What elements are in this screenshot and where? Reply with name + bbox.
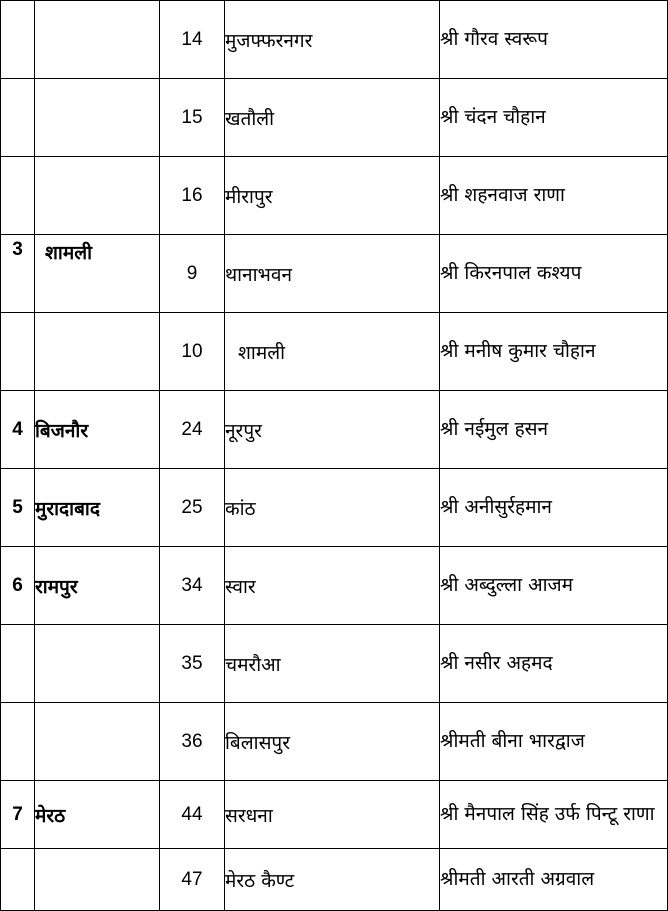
district-name: शामली bbox=[35, 235, 160, 313]
candidate-name: श्री मैनपाल सिंह उर्फ पिन्टू राणा bbox=[440, 781, 668, 849]
candidate-name: श्रीमती आरती अग्रवाल bbox=[440, 849, 668, 911]
district-name: मेरठ bbox=[35, 781, 160, 849]
candidate-name: श्री अब्दुल्ला आजम bbox=[440, 547, 668, 625]
serial-number bbox=[1, 703, 35, 781]
constituency-number: 9 bbox=[160, 235, 225, 313]
candidate-name: श्री शहनवाज राणा bbox=[440, 157, 668, 235]
district-name bbox=[35, 625, 160, 703]
constituency-number: 25 bbox=[160, 469, 225, 547]
constituency-name: मुजफ्फरनगर bbox=[225, 1, 440, 79]
serial-number bbox=[1, 1, 35, 79]
district-name bbox=[35, 1, 160, 79]
serial-number bbox=[1, 157, 35, 235]
table-row bbox=[1, 547, 668, 625]
constituency-number: 35 bbox=[160, 625, 225, 703]
constituency-number: 34 bbox=[160, 547, 225, 625]
district-name bbox=[35, 79, 160, 157]
constituency-number: 47 bbox=[160, 849, 225, 911]
constituency-number: 10 bbox=[160, 313, 225, 391]
serial-number bbox=[1, 849, 35, 911]
constituency-name: बिलासपुर bbox=[225, 703, 440, 781]
table-row bbox=[1, 79, 668, 157]
candidate-name: श्री नईमुल हसन bbox=[440, 391, 668, 469]
candidate-name: श्री मनीष कुमार चौहान bbox=[440, 313, 668, 391]
constituency-name: सरधना bbox=[225, 781, 440, 849]
constituency-number: 44 bbox=[160, 781, 225, 849]
constituency-name: नूरपुर bbox=[225, 391, 440, 469]
constituency-number: 14 bbox=[160, 1, 225, 79]
district-name bbox=[35, 703, 160, 781]
constituency-name: शामली bbox=[225, 313, 440, 391]
district-name bbox=[35, 313, 160, 391]
constituency-name: कांठ bbox=[225, 469, 440, 547]
table-row bbox=[1, 469, 668, 547]
district-name: रामपुर bbox=[35, 547, 160, 625]
table-row bbox=[1, 849, 668, 911]
table-row bbox=[1, 313, 668, 391]
serial-number: 4 bbox=[1, 391, 35, 469]
serial-number: 5 bbox=[1, 469, 35, 547]
table-row bbox=[1, 391, 668, 469]
district-name bbox=[35, 157, 160, 235]
serial-number: 3 bbox=[1, 235, 35, 313]
table-row bbox=[1, 235, 668, 313]
candidate-name: श्री किरनपाल कश्यप bbox=[440, 235, 668, 313]
table-row bbox=[1, 703, 668, 781]
candidate-name: श्रीमती बीना भारद्वाज bbox=[440, 703, 668, 781]
serial-number: 7 bbox=[1, 781, 35, 849]
constituency-name: चमरौआ bbox=[225, 625, 440, 703]
serial-number: 6 bbox=[1, 547, 35, 625]
serial-number bbox=[1, 625, 35, 703]
serial-number bbox=[1, 79, 35, 157]
candidate-name: श्री नसीर अहमद bbox=[440, 625, 668, 703]
table-row bbox=[1, 157, 668, 235]
district-name: मुरादाबाद bbox=[35, 469, 160, 547]
candidate-name: श्री गौरव स्वरूप bbox=[440, 1, 668, 79]
candidate-name: श्री चंदन चौहान bbox=[440, 79, 668, 157]
constituency-number: 36 bbox=[160, 703, 225, 781]
table-row bbox=[1, 1, 668, 79]
table-body bbox=[1, 1, 668, 911]
candidate-name: श्री अनीसुर्रहमान bbox=[440, 469, 668, 547]
constituency-number: 24 bbox=[160, 391, 225, 469]
constituency-number: 16 bbox=[160, 157, 225, 235]
constituency-name: थानाभवन bbox=[225, 235, 440, 313]
constituency-number: 15 bbox=[160, 79, 225, 157]
table-row bbox=[1, 781, 668, 849]
serial-number bbox=[1, 313, 35, 391]
district-name bbox=[35, 849, 160, 911]
table-row bbox=[1, 625, 668, 703]
constituency-name: खतौली bbox=[225, 79, 440, 157]
district-name: बिजनौर bbox=[35, 391, 160, 469]
constituency-name: स्वार bbox=[225, 547, 440, 625]
constituency-name: मेरठ कैण्ट bbox=[225, 849, 440, 911]
constituency-name: मीरापुर bbox=[225, 157, 440, 235]
